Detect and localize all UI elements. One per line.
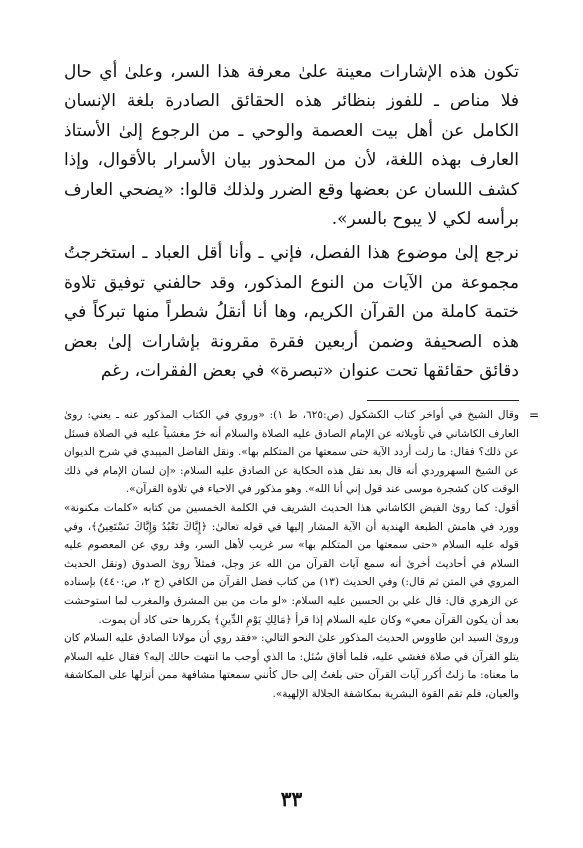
page-number: ٣٣ bbox=[280, 787, 303, 811]
footnote-continuation-marker: = bbox=[528, 408, 539, 422]
footnote-paragraph-1 bbox=[64, 406, 539, 499]
footnote-paragraph-2: أقول: كما روىٰ الفيض الكاشاني هذا الحديث الشريف في الكلمة الخمسين من كتابه «كلمات مكنونة» وورد في هامش الطبعة الهندية أن الآية المشار إليها في قوله تعالىٰ: ﴿إِيَّاكَ نَعْبُدُ وَإِيَّاكَ نَسْتَعِينُ﴾، وفي قوله عليه السلام «حتى سمعتها من المتكلم بها» سر غريب لأهل السر، وقد روي عن المعصوم عليه السلام في أحاديث أخرىٰ أنه سمع آيات القرآن من الله عز وجل، فمثلاً روىٰ الصدوق (ونقل الحديث المروي في المتن ثم قال:) وفي الحديث (١٣) من كتاب فضل القرآن من الكافي (ج ٢، ص:٤٤٠) بإسناده عن الزهري قال: قال علي بن الحسين عليه السلام: «لو مات من بين المشرق والمغرب لما استوحشت بعد أن يكون القرآن معي» وكان عليه السلام إذا قرأ ﴿مَالِكِ يَوْمِ الدِّينِ﴾ يكررها حتى كاد أن يموت. bbox=[64, 501, 520, 626]
main-paragraph-1: تكون هذه الإشارات معينة علىٰ معرفة هذا السر، وعلىٰ أي حال فلا مناص ـ للفوز بنظائر هذه الحقائق الصادرة بلغة الإنسان الكامل عن أهل بيت العصمة والوحي ـ من الرجوع إلىٰ الأستاذ العارف بهذه اللغة، لأن من المحذور بيان الأسرار بالأقوال، وإذا كشف اللسان عن بعضها وقع الضرر ولذلك قالوا: «يضحي العارف برأسه لكي لا يبوح بالسر». bbox=[64, 62, 519, 230]
footnote-separator bbox=[367, 400, 519, 401]
main-text bbox=[64, 58, 519, 386]
footnote-paragraph-1-text: وقال الشيخ في أواخر كتاب الكشكول (ص:٦٢٥، ط ١): «وروي في الكتاب المذكور عنه ـ يعني: روىٰ العارف الكاشاني في تأويلاته عن الإمام الصادق عليه الصلاة والسلام أنه خرّ مغشياً عليه في الصلاة فسئل عن ذلك؟ فقال: ما زلت أردد الآية حتى سمعتها من المتكلم بها». ونقل الفاضل الميبدي في شرح الديوان عن الشيخ السهروردي أنه قال بعد نقل هذه الحكاية عن الصادق عليه السلام: «إن لسان الإمام في ذلك الوقت كان كشجرة موسى عند قول إني أنا الله». وهو مذكور في الاحياء في تلاوة القرآن». bbox=[64, 409, 520, 496]
footnote-paragraph-3: وروىٰ السيد ابن طاووس الحديث المذكور علىٰ النحو التالي: «فقد روي أن مولانا الصادق عليه السلام كان يتلو القرآن في صلاة فغشي عليه، فلما أفاق سُئل: ما الذي أوجب ما انتهت حالك إليه؟ فقال عليه السلام ما معناه: ما زلتُ أكرر آيات القرآن حتى بلغتُ إلى حال كأنني سمعتها مشافهة ممن أنزلها على المكاشفة والعيان، فلم تقم القوة البشرية بمكاشفة الجلالة الإلهية». bbox=[64, 632, 519, 700]
main-paragraph-2: نرجع إلىٰ موضوع هذا الفصل، فإني ـ وأنا أقل العباد ـ استخرجتُ مجموعة من الآيات من النوع المذكور، وقد حالفني توفيق تلاوة ختمة كاملة من القرآن الكريم، وها أنا أنقلُ شطراً منها تبركاً في هذه الصحيفة وضمن أربعين فقرة مقرونة بإشارات إلىٰ بعض دقائق حقائقها تحت عنوان «تبصرة» في بعض الفقرات، رغم bbox=[64, 243, 519, 382]
footnotes-block bbox=[64, 406, 539, 704]
